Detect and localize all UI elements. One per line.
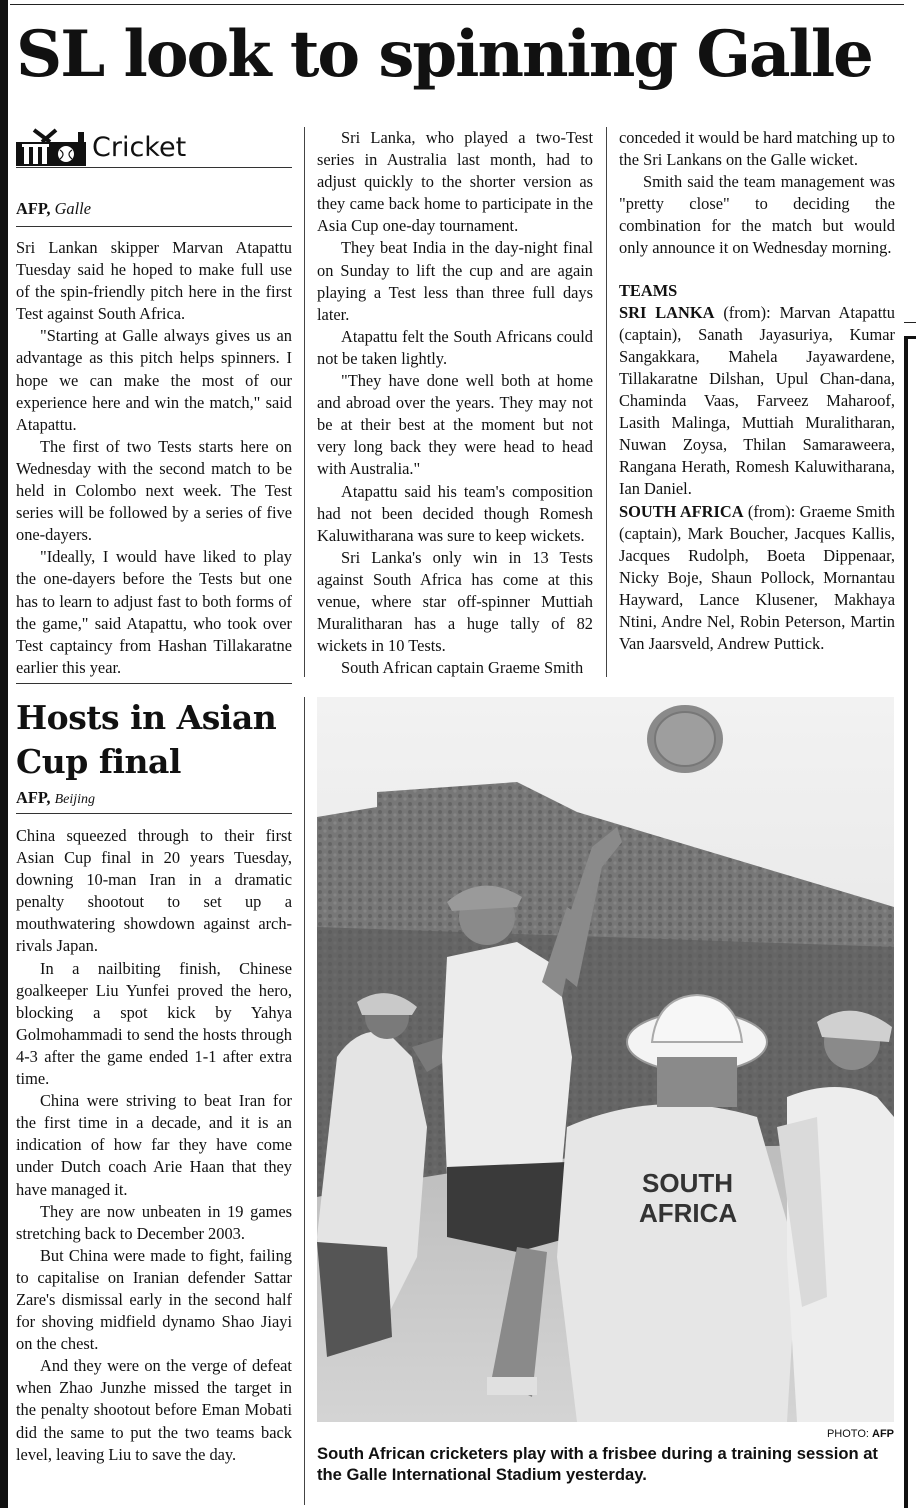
right-frame-bar [904, 336, 908, 1508]
frisbee-training-image [317, 697, 894, 1422]
paragraph: Atapattu said his team's composition had not been decided though Romesh Kaluwitharana was sure to keep wickets. [317, 481, 593, 545]
paragraph: "They have done well both at home and abroad over the years. They may not be at their best at the moment but not very long back they were head to head with Australia." [317, 371, 593, 479]
paragraph: And they were on the verge of defeat when Zhao Junzhe missed the target in the penalty shootout before Eman Mobati did the same to put the two teams back level, leaving Liu to save the day. [16, 1356, 292, 1464]
team-label: SOUTH AFRICA [619, 501, 744, 521]
dateline-rule [16, 226, 292, 227]
main-story-column-3 [619, 127, 895, 655]
team-list: (from): Marvan Atapattu (captain), Sanath Jayasuriya, Kumar Sangakkara, Mahela Jayawardene, Tillakaratne Dilshan, Upul Chan-dana, Chaminda Vaas, Farveez Maharoof, Lasith Malinga, Muttiah Muralitharan, Nuwan Zoysa, Thilan Samaraweera, Rangana Herath, Romesh Kaluwitharana, Ian Daniel. [619, 302, 895, 499]
shirt-text: AFRICA [639, 1198, 738, 1228]
news-photo [317, 697, 894, 1422]
dateline-agency: AFP, [16, 788, 51, 807]
teams-heading: TEAMS [619, 280, 678, 300]
paragraph: Sri Lanka's only win in 13 Tests against South Africa has come at this venue, where star off-spinner Muttiah Muralitharan has a huge tally of 82 wickets in 10 Tests. [317, 547, 593, 656]
section-kicker [16, 128, 292, 168]
paragraph: The first of two Tests starts here on Wednesday with the second match to be held in Colombo next week. The Test series will be followed by a series of five one-dayers. [16, 436, 292, 545]
paragraph: "Starting at Galle always gives us an advantage as this pitch helps spinners. I hope we can make the most of our experience here and win the match," said Atapattu. [16, 326, 292, 434]
paragraph: They are now unbeaten in 19 games stretching back to December 2003. [16, 1201, 292, 1243]
teams-south-africa [619, 501, 895, 656]
left-border-bar [0, 0, 8, 1508]
dateline-rule [16, 813, 292, 814]
paragraph: They beat India in the day-night final on Sunday to lift the cup and are again playing a Test less than three full days later. [317, 238, 593, 324]
shirt-text: SOUTH [642, 1168, 733, 1198]
paragraph: China squeezed through to their first Asian Cup final in 20 years Tuesday, downing 10-man Iran in a dramatic penalty shootout to set up a mouthwatering showdown against arch-rivals Japan. [16, 826, 292, 956]
story-separator-rule [16, 683, 292, 684]
credit-label: PHOTO: [826, 1428, 872, 1440]
right-frame-top [904, 322, 916, 323]
team-label: SRI LANKA [619, 302, 715, 322]
dateline-place: Beijing [54, 792, 95, 807]
top-rule [10, 4, 904, 5]
second-story-body [16, 825, 292, 1466]
paragraph: Smith said the team management was "pretty close" to deciding the combination for the match but would only announce it on Wednesday morning. [619, 172, 895, 258]
column-divider [304, 697, 305, 1505]
paragraph: "Ideally, I would have liked to play the one-dayers before the Tests but one has to learn to adjust fast to both forms of the game," said Atapattu, who took over Test captaincy from Hashan Tillakaratne earlier this year. [16, 547, 292, 677]
team-list: (from): Graeme Smith (captain), Mark Boucher, Jacques Kallis, Jacques Rudolph, Boeta Dippenaar, Nicky Boje, Shaun Pollock, Mornantau Hayward, Lance Klusener, Makhaya Ntini, Andre Nel, Robin Peterson, Martin Van Jaarsveld, Andrew Puttick. [619, 501, 895, 654]
main-headline: SL look to spinning Galle [16, 17, 872, 92]
second-dateline [16, 787, 95, 811]
paragraph: conceded it would be hard matching up to the Sri Lankans on the Galle wicket. [619, 128, 895, 170]
second-headline: Hosts in Asian Cup final [16, 698, 277, 781]
right-frame-tick [904, 336, 916, 339]
paragraph: Sri Lankan skipper Marvan Atapattu Tuesday said he hoped to make full use of the spin-friendly pitch here in the first Test against South Africa. [16, 238, 292, 324]
paragraph: In a nailbiting finish, Chinese goalkeeper Liu Yunfei proved the hero, blocking a spot kick by Yahya Golmohammadi to send the hosts through 4-3 after the game ended 1-1 after extra time. [16, 958, 292, 1089]
paragraph: Sri Lanka, who played a two-Test series in Australia last month, had to adjust quickly to the shorter version as they came back home to participate in the Asia Cup one-day tournament. [317, 128, 593, 236]
credit-agency: AFP [872, 1428, 894, 1440]
photo-caption: South African cricketers play with a frisbee during a training session at the Galle International Stadium yesterday. [317, 1444, 878, 1484]
teams-sri-lanka [619, 302, 895, 501]
photo-credit [760, 1426, 894, 1442]
main-story-column-2 [317, 127, 593, 679]
kicker-rule [16, 167, 292, 168]
cricket-icon [16, 128, 88, 168]
main-dateline [16, 198, 91, 220]
section-label: Cricket [92, 132, 187, 163]
paragraph: But China were made to fight, failing to capitalise on Iranian defender Sattar Zare's dismissal early in the second half for shoving midfield dynamo Shao Jiayi on the chest. [16, 1245, 292, 1354]
paragraph: China were striving to beat Iran for the first time in a decade, and it is an indication of how far they have come under Dutch coach Arie Haan that they have managed it. [16, 1091, 292, 1199]
main-story-column-1 [16, 237, 292, 679]
column-divider [606, 127, 607, 677]
paragraph: Atapattu felt the South Africans could not be taken lightly. [317, 326, 593, 368]
column-divider [304, 127, 305, 677]
paragraph: South African captain Graeme Smith [341, 658, 584, 678]
dateline-agency: AFP, [16, 199, 51, 218]
dateline-place: Galle [54, 199, 91, 218]
